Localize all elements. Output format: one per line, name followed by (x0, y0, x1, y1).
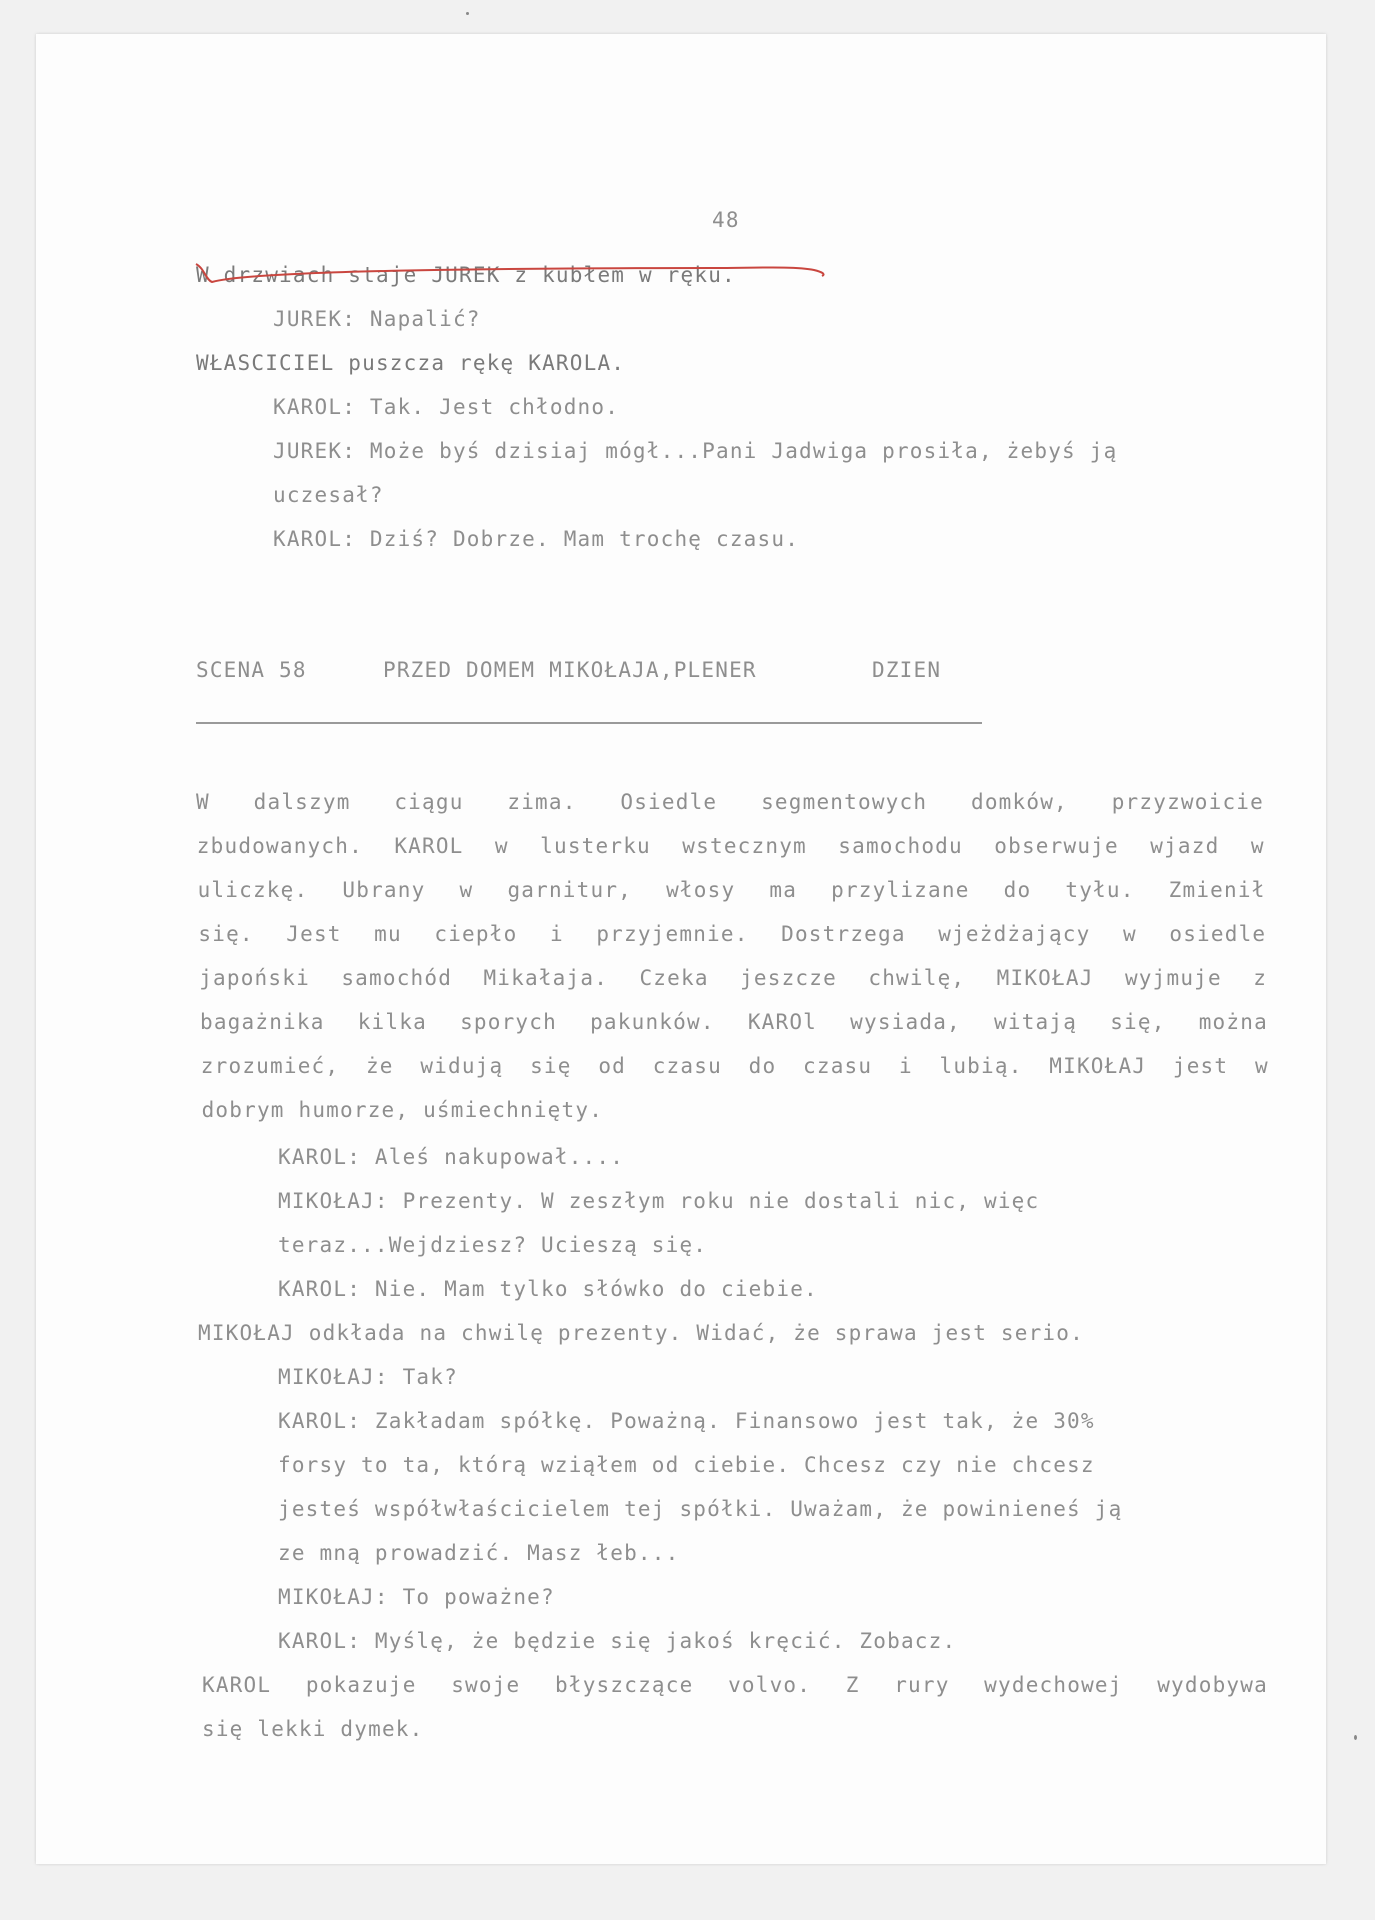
description-word: Osiedle (620, 790, 718, 814)
description-word: lusterku (540, 834, 651, 858)
description-word: się, (1110, 1010, 1166, 1034)
dialogue-line: JUREK: Może byś dzisiaj mógł...Pani Jadwiga prosiła, żebyś ją (273, 439, 1118, 463)
description-word: zbudowanych. (196, 834, 363, 858)
dialogue-line: jesteś współwłaścicielem tej spółki. Uważam, że powinieneś ją (278, 1497, 1123, 1521)
description-word: i (898, 1054, 913, 1078)
description-word: Jest (286, 922, 342, 946)
stage-direction-word: błyszczące (555, 1673, 694, 1697)
description-word: z (1253, 966, 1268, 990)
stage-direction-word: wydechowej (984, 1673, 1123, 1697)
description-word: widują (420, 1054, 504, 1078)
description-word: wyjmuje (1124, 966, 1222, 990)
description-word: Czeka (639, 966, 709, 990)
description-line (198, 877, 1266, 903)
description-word: osiedle (1169, 922, 1267, 946)
description-word: od (598, 1054, 627, 1078)
dialogue-line: forsy to ta, którą wziąłem od ciebie. Chcesz czy nie chcesz (278, 1453, 1095, 1477)
description-word: japoński (199, 966, 310, 990)
description-word: przyzwoicie (1111, 790, 1264, 814)
dialogue-line: uczesał? (273, 483, 384, 507)
dialogue-line: JUREK: Napalić? (273, 307, 481, 331)
description-word: włosy (666, 878, 736, 902)
description-word: zima. (507, 790, 577, 814)
stage-direction-word: wydobywa (1157, 1673, 1268, 1697)
dialogue-line: MIKOŁAJ: To poważne? (278, 1585, 555, 1609)
description-word: przylizane (831, 878, 970, 902)
description-word: garnitur, (507, 878, 633, 902)
description-word: KAROl (747, 1010, 818, 1034)
description-word: Ubrany (342, 878, 426, 902)
struck-out-stage-direction: W drzwiach staje JUREK z kubłem w ręku. (196, 263, 736, 287)
description-word: samochód (341, 966, 453, 990)
description-word: się (530, 1054, 572, 1078)
dialogue-line: MIKOŁAJ: Tak? (278, 1365, 458, 1389)
description-word: w (1123, 922, 1137, 946)
description-word: witają (994, 1010, 1078, 1034)
dialogue-line: KAROL: Nie. Mam tylko słówko do ciebie. (278, 1277, 818, 1301)
description-word: i (549, 922, 564, 946)
scene-time: DZIEN (872, 658, 942, 682)
stage-direction: się lekki dymek. (202, 1717, 424, 1741)
description-word: Mikałaja. (483, 966, 609, 990)
description-word: czasu (803, 1054, 873, 1078)
description-word: tyłu. (1065, 878, 1135, 902)
stage-direction-word: rury (894, 1673, 950, 1697)
dust-speck (1354, 1735, 1357, 1740)
stage-direction (202, 1672, 1268, 1698)
stage-direction-word: Z (845, 1673, 860, 1697)
description-line (200, 1009, 1268, 1035)
description-word: lubią. (939, 1054, 1023, 1078)
description-word: KAROL (394, 834, 464, 858)
description-word: przyjemnie. (596, 922, 749, 946)
description-word: sporych (460, 1010, 557, 1034)
dialogue-line: KAROL: Dziś? Dobrze. Mam trochę czasu. (273, 527, 800, 551)
description-line (198, 921, 1266, 947)
stage-direction: MIKOŁAJ odkłada na chwilę prezenty. Widać, że sprawa jest serio. (198, 1321, 1084, 1345)
description-word: w (1250, 834, 1265, 858)
description-word: wjeżdżający (938, 922, 1091, 946)
dialogue-line: ze mną prowadzić. Masz łeb... (278, 1541, 680, 1565)
description-word: w (459, 878, 474, 902)
stage-direction: WŁASCICIEL puszcza rękę KAROLA. (196, 351, 626, 375)
description-word: chwilę, (868, 966, 966, 990)
description-word: wjazd (1150, 834, 1220, 858)
description-word: pakunków. (590, 1010, 715, 1034)
description-word: bagażnika (200, 1010, 325, 1034)
description-word: W (196, 790, 210, 814)
dialogue-line: KAROL: Zakładam spółkę. Poważną. Finansowo jest tak, że 30% (278, 1409, 1095, 1433)
description-word: w (1254, 1054, 1269, 1078)
description-line (196, 789, 1264, 815)
description-word: domków, (971, 790, 1068, 814)
scene-location: PRZED DOMEM MIKOŁAJA,PLENER (383, 658, 757, 682)
description-word: można (1198, 1010, 1268, 1034)
dust-speck (466, 12, 469, 15)
dialogue-line: KAROL: Aleś nakupował.... (278, 1145, 625, 1169)
dialogue-line: KAROL: Tak. Jest chłodno. (273, 395, 620, 419)
description-word: ciągu (394, 790, 464, 814)
description-word: mu (374, 922, 402, 946)
description-word: w (494, 834, 509, 858)
description-line: dobrym humorze, uśmiechnięty. (201, 1098, 604, 1122)
description-word: czasu (652, 1054, 722, 1078)
dialogue-line: KAROL: Myślę, że będzie się jakoś kręcić. Zobacz. (278, 1629, 957, 1653)
description-word: wysiada, (850, 1010, 961, 1034)
document-page (36, 34, 1326, 1864)
description-word: zrozumieć, (200, 1054, 340, 1078)
description-word: się. (198, 922, 254, 946)
stage-direction-word: pokazuje (305, 1673, 417, 1697)
stage-direction-word: swoje (451, 1673, 521, 1697)
description-word: MIKOŁAJ (996, 966, 1094, 990)
description-line (197, 833, 1265, 859)
description-word: Dostrzega (781, 922, 906, 946)
scene-heading-underline (196, 722, 982, 724)
description-word: że (365, 1054, 394, 1078)
stage-direction-word: KAROL (202, 1673, 272, 1697)
description-word: MIKOŁAJ (1049, 1054, 1147, 1078)
description-word: do (1003, 878, 1032, 902)
description-line (199, 965, 1267, 991)
dialogue-line: teraz...Wejdziesz? Ucieszą się. (278, 1233, 708, 1257)
description-word: do (748, 1054, 777, 1078)
description-word: obserwuje (994, 834, 1119, 858)
description-word: segmentowych (761, 790, 928, 814)
description-line (201, 1053, 1269, 1079)
description-word: dalszym (253, 790, 351, 814)
description-word: ma (769, 878, 798, 902)
description-word: kilka (357, 1010, 427, 1034)
scene-number: SCENA 58 (196, 658, 307, 682)
red-strikethrough-mark (194, 258, 834, 288)
description-word: ciepło (434, 922, 518, 946)
dialogue-line: MIKOŁAJ: Prezenty. W zeszłym roku nie dostali nic, więc (278, 1189, 1040, 1213)
description-word: uliczkę. (197, 878, 309, 902)
description-word: jeszcze (740, 966, 837, 990)
description-word: samochodu (838, 834, 963, 858)
description-word: jest (1172, 1054, 1229, 1078)
description-word: Zmienił (1168, 878, 1266, 902)
description-word: wstecznym (682, 834, 807, 858)
page-number: 48 (712, 208, 740, 232)
stage-direction-word: volvo. (728, 1673, 812, 1697)
